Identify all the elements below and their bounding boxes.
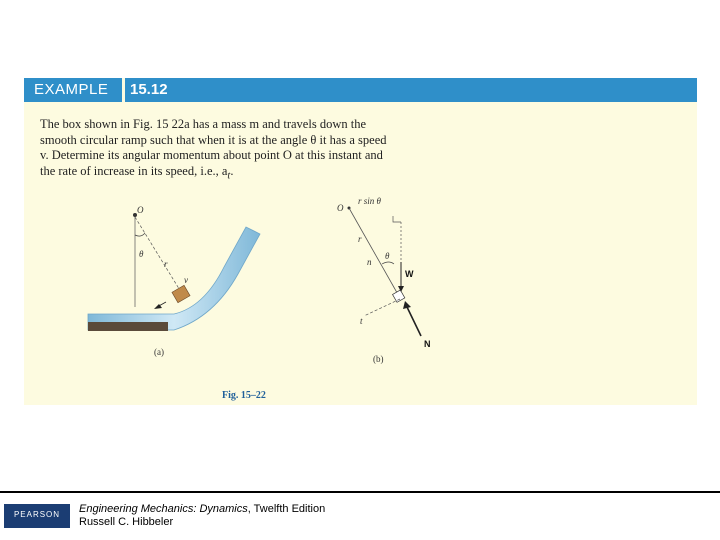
- example-header: [24, 78, 697, 102]
- normal-arrow: [407, 307, 421, 336]
- tangent-line-b: [364, 299, 400, 316]
- box: [172, 285, 190, 302]
- circular-ramp: [88, 227, 260, 330]
- example-number: 15.12: [130, 81, 168, 98]
- label-v-a: v: [184, 275, 188, 285]
- label-o-b: O: [337, 203, 344, 213]
- theta-arc-a: [135, 233, 145, 236]
- right-angle-mark: [393, 216, 401, 222]
- label-n-b: n: [367, 257, 372, 267]
- caption-a: (a): [154, 347, 164, 357]
- normal-arrowhead: [403, 301, 411, 309]
- label-w-b: W: [405, 269, 414, 279]
- label-r-b: r: [358, 234, 362, 244]
- figure-15-22: [24, 102, 697, 405]
- problem-line: The box shown in Fig. 15 22a has a mass m and travels down the: [40, 117, 366, 131]
- figure-a: [88, 205, 260, 357]
- caption-b: (b): [373, 354, 384, 364]
- problem-line: smooth circular ramp such that when it is at the angle θ it has a speed: [40, 132, 387, 147]
- label-t-b: t: [360, 316, 363, 326]
- pearson-logo-text: PEARSON: [13, 510, 61, 519]
- footer-author: Russell C. Hibbeler: [79, 516, 174, 528]
- radius-line-b: [349, 208, 400, 298]
- footer-book-title: [79, 503, 325, 515]
- figure-b: [337, 196, 431, 364]
- example-label: EXAMPLE: [34, 81, 109, 98]
- footer-divider: [0, 491, 720, 493]
- label-n-force-b: N: [424, 339, 431, 349]
- label-rsin-b: r sin θ: [358, 196, 381, 206]
- pearson-logo: [4, 504, 70, 528]
- problem-line: v. Determine its angular momentum about point O at this instant and: [40, 148, 383, 162]
- label-o-a: O: [137, 205, 144, 215]
- box-fbd: [393, 290, 405, 302]
- label-r-a: r: [164, 259, 168, 269]
- book-title: Engineering Mechanics: Dynamics: [79, 503, 248, 515]
- header-divider: [122, 78, 125, 102]
- problem-subscript: t: [227, 170, 231, 181]
- theta-arc-b: [382, 262, 394, 264]
- figure-caption: Fig. 15–22: [222, 390, 266, 401]
- label-theta-b: θ: [385, 251, 390, 261]
- book-edition: , Twelfth Edition: [247, 503, 326, 515]
- ground-hatch: [88, 322, 168, 331]
- label-theta-a: θ: [139, 249, 144, 259]
- problem-period: .: [230, 163, 234, 178]
- problem-line-text: the rate of increase in its speed, i.e., a: [40, 163, 228, 178]
